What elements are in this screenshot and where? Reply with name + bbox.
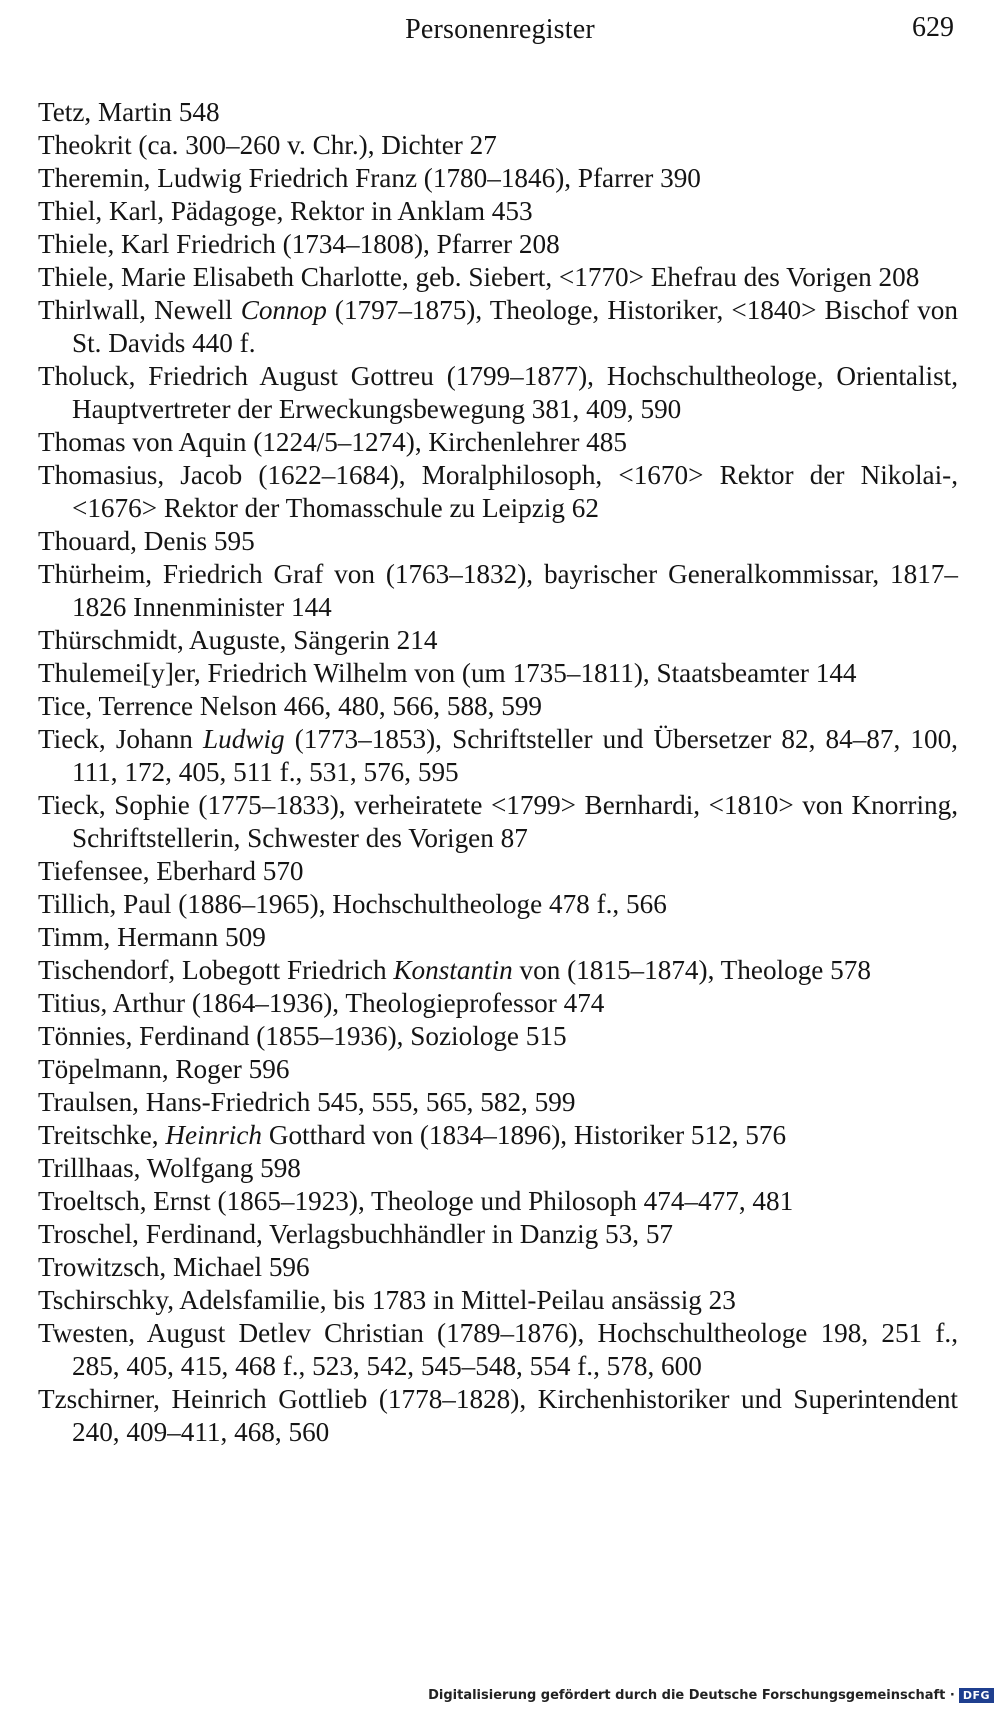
index-entry [38,1053,958,1086]
index-entry [38,1119,958,1152]
running-head [0,8,1000,56]
index-entry [38,690,958,723]
entry-text: Thiele, Karl Friedrich (1734–1808), Pfarrer 208 [38,229,560,259]
index-entry [38,228,958,261]
index-entry [38,261,958,294]
index-entry [38,162,958,195]
index-entry-list [38,96,958,1449]
entry-text: Thulemei[y]er, Friedrich Wilhelm von (um 1735–1811), Staatsbeamter 144 [38,658,857,688]
index-entry [38,360,958,426]
entry-text: Tischendorf, Lobegott Friedrich [38,955,394,985]
entry-text: Theokrit (ca. 300–260 v. Chr.), Dichter 27 [38,130,497,160]
index-entry [38,624,958,657]
entry-text: Tillich, Paul (1886–1965), Hochschultheologe 478 f., 566 [38,889,667,919]
index-entry [38,855,958,888]
index-entry [38,1020,958,1053]
index-entry [38,789,958,855]
entry-text: Thomasius, Jacob (1622–1684), Moralphilosoph, <1670> Rektor der Nikolai-, <1676> Rektor der Thomasschule zu Leipzig 62 [38,460,958,523]
index-entry [38,987,958,1020]
entry-text: Titius, Arthur (1864–1936), Theologieprofessor 474 [38,988,605,1018]
entry-text: Timm, Hermann 509 [38,922,266,952]
entry-text-italic: Heinrich [165,1120,263,1150]
entry-text: Tetz, Martin 548 [38,97,220,127]
index-entry [38,1152,958,1185]
entry-text: Thiele, Marie Elisabeth Charlotte, geb. Siebert, <1770> Ehefrau des Vorigen 208 [38,262,920,292]
entry-text-italic: Ludwig [203,724,285,754]
index-entry [38,129,958,162]
entry-text: Traulsen, Hans-Friedrich 545, 555, 565, 582, 599 [38,1087,576,1117]
digitization-credit [428,1688,994,1703]
entry-text: Tieck, Sophie (1775–1833), verheiratete <1799> Bernhardi, <1810> von Knorring, Schriftstellerin, Schwester des Vorigen 87 [38,790,958,853]
index-entry [38,657,958,690]
entry-text: Thirlwall, Newell [38,295,241,325]
index-entry [38,954,958,987]
entry-text: Theremin, Ludwig Friedrich Franz (1780–1846), Pfarrer 390 [38,163,701,193]
entry-text: Gotthard von (1834–1896), Historiker 512, 576 [262,1120,787,1150]
entry-text: (1797–1875), Theologe, Historiker, <1840> Bischof von St. Davids 440 f. [72,295,958,358]
index-entry [38,1086,958,1119]
index-entry [38,558,958,624]
entry-text: Thürschmidt, Auguste, Sängerin 214 [38,625,438,655]
credit-text: Digitalisierung gefördert durch die Deutsche Forschungsgemeinschaft · [428,1688,955,1703]
index-entry [38,921,958,954]
index-entry [38,294,958,360]
entry-text: Twesten, August Detlev Christian (1789–1876), Hochschultheologe 198, 251 f., 285, 405, 415, 468 f., 523, 542, 545–548, 554 f., 578, 600 [38,1318,958,1381]
entry-text: Troeltsch, Ernst (1865–1923), Theologe und Philosoph 474–477, 481 [38,1186,794,1216]
entry-text: (1773–1853), Schriftsteller und Übersetzer 82, 84–87, 100, 111, 172, 405, 511 f., 531, 576, 595 [72,724,958,787]
entry-text: Tiefensee, Eberhard 570 [38,856,304,886]
index-entry [38,96,958,129]
index-entry [38,1251,958,1284]
entry-text: Thürheim, Friedrich Graf von (1763–1832), bayrischer Generalkommissar, 1817–1826 Innenminister 144 [38,559,958,622]
entry-text: von (1815–1874), Theologe 578 [512,955,871,985]
entry-text: Trowitzsch, Michael 596 [38,1252,310,1282]
entry-text-italic: Connop [240,295,327,325]
entry-text: Tieck, Johann [38,724,203,754]
index-entry [38,1383,958,1449]
entry-text: Tzschirner, Heinrich Gottlieb (1778–1828), Kirchenhistoriker und Superintendent 240, 409–411, 468, 560 [38,1384,958,1447]
entry-text: Tönnies, Ferdinand (1855–1936), Soziologe 515 [38,1021,567,1051]
entry-text: Tice, Terrence Nelson 466, 480, 566, 588, 599 [38,691,543,721]
entry-text: Thiel, Karl, Pädagoge, Rektor in Anklam 453 [38,196,533,226]
index-entry [38,888,958,921]
entry-text: Tholuck, Friedrich August Gottreu (1799–1877), Hochschultheologe, Orientalist, Hauptvertreter der Erweckungsbewegung 381, 409, 590 [38,361,958,424]
entry-text: Thouard, Denis 595 [38,526,255,556]
index-entry [38,195,958,228]
entry-text: Troschel, Ferdinand, Verlagsbuchhändler in Danzig 53, 57 [38,1219,674,1249]
page-title: Personenregister [405,14,595,45]
entry-text: Thomas von Aquin (1224/5–1274), Kirchenlehrer 485 [38,427,627,457]
entry-text: Töpelmann, Roger 596 [38,1054,290,1084]
entry-text: Trillhaas, Wolfgang 598 [38,1153,301,1183]
page-number: 629 [912,12,954,43]
index-entry [38,723,958,789]
entry-text-italic: Konstantin [393,955,513,985]
index-entry [38,1185,958,1218]
entry-text: Tschirschky, Adelsfamilie, bis 1783 in Mittel-Peilau ansässig 23 [38,1285,736,1315]
dfg-logo: DFG [959,1688,994,1703]
index-entry [38,1218,958,1251]
index-entry [38,1317,958,1383]
index-entry [38,459,958,525]
index-entry [38,1284,958,1317]
entry-text: Treitschke, [38,1120,166,1150]
index-entry [38,525,958,558]
index-entry [38,426,958,459]
